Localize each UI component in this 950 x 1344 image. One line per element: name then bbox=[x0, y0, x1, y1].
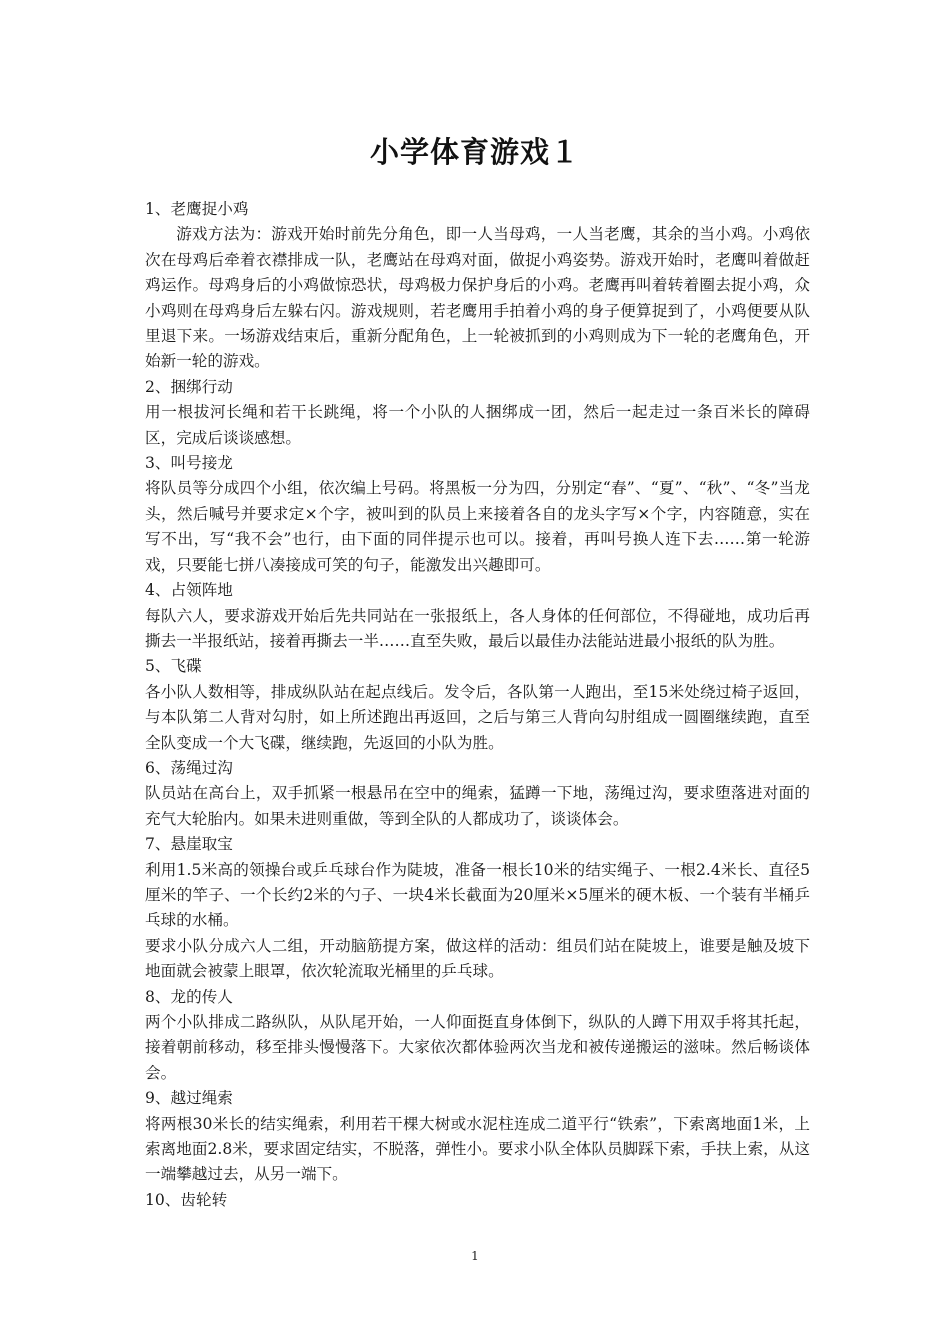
section-paragraph: 两个小队排成二路纵队，从队尾开始，一人仰面挺直身体倒下，纵队的人蹲下用双手将其托起，接着朝前移动，移至排头慢慢落下。大家依次都体验两次当龙和被传递搬运的滋味。然后畅谈体会。 bbox=[145, 1013, 810, 1082]
section-paragraph: 将两根30米长的结实绳索，利用若干棵大树或水泥柱连成二道平行“铁索”，下索离地面1米，上索离地面2.8米，要求固定结实，不脱落，弹性小。要求小队全体队员脚踩下索，手扶上索，从这一端攀越过去，从另一端下。 bbox=[145, 1114, 810, 1184]
section-heading: 3、叫号接龙 bbox=[145, 454, 233, 473]
document-body bbox=[145, 197, 810, 1213]
section-paragraph: 各小队人数相等，排成纵队站在起点线后。发令后，各队第一人跑出，至15米处绕过椅子返回，与本队第二人背对勾肘，如上所述跑出再返回，之后与第三人背向勾肘组成一圆圈继续跑，直至全队变成一个大飞碟，继续跑，先返回的小队为胜。 bbox=[145, 682, 810, 752]
document-title: 小学体育游戏１ bbox=[369, 135, 580, 169]
section-heading: 6、荡绳过沟 bbox=[145, 758, 233, 777]
section-paragraph: 利用1.5米高的领操台或乒乓球台作为陡坡，准备一根长10米的结实绳子、一根2.4米长、直径5厘米的竿子、一个长约2米的勺子、一块4米长截面为20厘米×5厘米的硬木板、一个装有半桶乒乓球的水桶。 bbox=[145, 860, 810, 930]
section-heading: 1、老鹰捉小鸡 bbox=[145, 200, 249, 218]
section-paragraph: 队员站在高台上，双手抓紧一根悬吊在空中的绳索，猛蹲一下地，荡绳过沟，要求堕落进对面的充气大轮胎内。如果未进则重做，等到全队的人都成功了，谈谈体会。 bbox=[145, 784, 810, 828]
section-heading: 8、龙的传人 bbox=[145, 987, 233, 1006]
section-paragraph: 用一根拔河长绳和若干长跳绳，将一个小队的人捆绑成一团，然后一起走过一条百米长的障碍区，完成后谈谈感想。 bbox=[145, 403, 810, 447]
section-heading: 9、越过绳索 bbox=[145, 1089, 233, 1108]
section-heading: 5、飞碟 bbox=[145, 657, 202, 676]
section-heading: 10、齿轮转 bbox=[145, 1190, 228, 1209]
section-paragraph: 要求小队分成六人二组，开动脑筋提方案，做这样的活动：组员们站在陡坡上，谁要是触及坡下地面就会被蒙上眼罩，依次轮流取光桶里的乒乓球。 bbox=[145, 936, 810, 981]
page-number: 1 bbox=[471, 1249, 479, 1263]
section-heading: 7、悬崖取宝 bbox=[145, 835, 233, 854]
section-heading: 2、捆绑行动 bbox=[145, 377, 233, 396]
section-paragraph: 将队员等分成四个小组，依次编上号码。将黑板一分为四，分别定“春”、“夏”、“秋”、“冬”当龙头，然后喊号并要求定×个字，被叫到的队员上来接着各自的龙头字写×个字，内容随意，实在写不出，写“我不会”也行，由下面的同伴提示也可以。接着，再叫号换人连下去……第一轮游戏，只要能七拼八凑接成可笑的句子，能激发出兴趣即可。 bbox=[145, 479, 810, 574]
section-paragraph: 每队六人，要求游戏开始后先共同站在一张报纸上，各人身体的任何部位，不得碰地，成功后再撕去一半报纸站，接着再撕去一半……直至失败，最后以最佳办法能站进最小报纸的队为胜。 bbox=[145, 606, 810, 650]
section-paragraph: 游戏方法为：游戏开始时前先分角色，即一人当母鸡，一人当老鹰，其余的当小鸡。小鸡依次在母鸡后牵着衣襟排成一队，老鹰站在母鸡对面，做捉小鸡姿势。游戏开始时，老鹰叫着做赶鸡运作。母鸡身后的小鸡做惊恐状，母鸡极力保护身后的小鸡。老鹰再叫着转着圈去捉小鸡，众小鸡则在母鸡身后左躲右闪。游戏规则，若老鹰用手拍着小鸡的身子便算捉到了，小鸡便要从队里退下来。一场游戏结束后，重新分配角色，上一轮被抓到的小鸡则成为下一轮的老鹰角色，开始新一轮的游戏。 bbox=[145, 225, 810, 371]
section-heading: 4、占领阵地 bbox=[145, 581, 233, 600]
